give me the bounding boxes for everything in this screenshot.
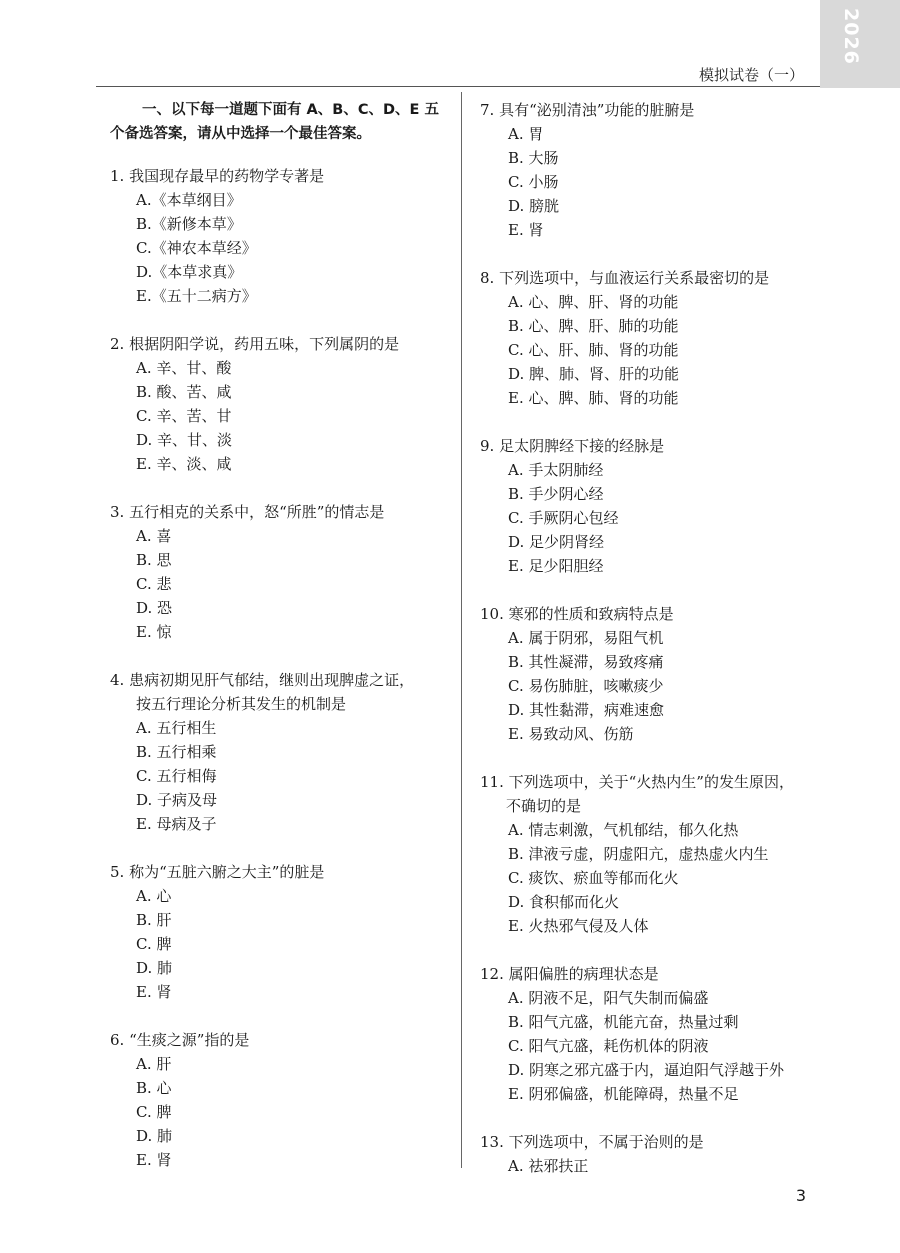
answer-option: B. 手少阴心经 xyxy=(508,485,604,503)
question-item xyxy=(110,860,450,1004)
page-header-title: 模拟试卷（一） xyxy=(698,66,804,84)
answer-option: B. 酸、苦、咸 xyxy=(136,383,232,401)
answer-option: C.《神农本草经》 xyxy=(136,239,257,257)
answer-option: C. 手厥阴心包经 xyxy=(508,509,619,527)
question-item xyxy=(110,332,450,476)
question-stem-line: 9. 足太阴脾经下接的经脉是 xyxy=(480,437,665,455)
header-rule xyxy=(96,86,820,87)
answer-option: D. 子病及母 xyxy=(136,791,218,809)
question-stem-line: 10. 寒邪的性质和致病特点是 xyxy=(480,605,674,623)
question-stem xyxy=(480,1130,810,1154)
answer-option: A. 心 xyxy=(136,887,172,905)
answer-option: A. 肝 xyxy=(136,1055,172,1073)
question-stem xyxy=(110,668,450,716)
answer-option: D. 脾、肺、肾、肝的功能 xyxy=(508,365,680,383)
answer-options xyxy=(110,356,450,476)
answer-option: A. 祛邪扶正 xyxy=(508,1157,589,1175)
question-stem-line: 7. 具有“泌别清浊”功能的脏腑是 xyxy=(480,101,695,119)
answer-option: E. 惊 xyxy=(136,623,172,641)
answer-option: E. 辛、淡、咸 xyxy=(136,455,232,473)
answer-option: C. 悲 xyxy=(136,575,172,593)
question-stem xyxy=(110,860,450,884)
question-stem-line: 5. 称为“五脏六腑之大主”的脏是 xyxy=(110,863,325,881)
year-tab-label: 2026 xyxy=(840,8,862,65)
answer-option: D. 阴寒之邪亢盛于内，逼迫阳气浮越于外 xyxy=(508,1061,785,1079)
question-stem xyxy=(480,98,810,122)
question-stem xyxy=(480,770,810,818)
answer-option: A. 心、脾、肝、肾的功能 xyxy=(508,293,679,311)
answer-option: C. 心、肝、肺、肾的功能 xyxy=(508,341,679,359)
answer-option: D. 足少阴肾经 xyxy=(508,533,605,551)
question-stem xyxy=(480,266,810,290)
question-stem-line: 1. 我国现存最早的药物学专著是 xyxy=(110,167,325,185)
question-stem-line: 12. 属阳偏胜的病理状态是 xyxy=(480,965,659,983)
answer-option: C. 脾 xyxy=(136,1103,172,1121)
question-stem-line: 不确切的是 xyxy=(506,797,582,815)
answer-option: B.《新修本草》 xyxy=(136,215,242,233)
answer-option: B. 阳气亢盛，机能亢奋，热量过剩 xyxy=(508,1013,739,1031)
section-instruction: 一、以下每一道题下面有 A、B、C、D、E 五个备选答案，请从中选择一个最佳答案。 xyxy=(110,102,439,142)
answer-option: D. 膀胱 xyxy=(508,197,560,215)
question-stem xyxy=(110,500,450,524)
answer-option: B. 大肠 xyxy=(508,149,559,167)
question-stem-line: 11. 下列选项中，关于“火热内生”的发生原因， xyxy=(480,773,794,791)
answer-options xyxy=(480,986,810,1106)
question-stem-line: 6. “生痰之源”指的是 xyxy=(110,1031,250,1049)
question-stem xyxy=(110,164,450,188)
answer-options xyxy=(480,290,810,410)
answer-options xyxy=(110,716,450,836)
question-stem-line: 4. 患病初期见肝气郁结，继则出现脾虚之证， xyxy=(110,671,415,689)
answer-option: C. 辛、苦、甘 xyxy=(136,407,232,425)
right-column xyxy=(480,98,810,1202)
column-divider xyxy=(461,92,462,1168)
answer-option: B. 心 xyxy=(136,1079,172,1097)
question-stem-line: 13. 下列选项中，不属于治则的是 xyxy=(480,1133,704,1151)
answer-option: D. 辛、甘、淡 xyxy=(136,431,233,449)
answer-options xyxy=(110,1052,450,1172)
answer-option: B. 思 xyxy=(136,551,172,569)
answer-option: D. 食积郁而化火 xyxy=(508,893,620,911)
answer-options xyxy=(110,524,450,644)
answer-option: A. 阴液不足，阳气失制而偏盛 xyxy=(508,989,709,1007)
answer-option: D. 肺 xyxy=(136,959,173,977)
question-item xyxy=(480,602,810,746)
answer-option: E. 心、脾、肺、肾的功能 xyxy=(508,389,679,407)
question-item xyxy=(110,668,450,836)
answer-option: A.《本草纲目》 xyxy=(136,191,242,209)
answer-option: D.《本草求真》 xyxy=(136,263,243,281)
answer-option: E. 母病及子 xyxy=(136,815,217,833)
answer-option: D. 肺 xyxy=(136,1127,173,1145)
answer-option: C. 脾 xyxy=(136,935,172,953)
answer-option: E. 易致动风、伤筋 xyxy=(508,725,634,743)
question-item xyxy=(480,962,810,1106)
question-item xyxy=(110,1028,450,1172)
answer-option: A. 属于阴邪，易阻气机 xyxy=(508,629,664,647)
answer-option: E. 肾 xyxy=(136,983,172,1001)
answer-option: B. 心、脾、肝、肺的功能 xyxy=(508,317,679,335)
answer-option: B. 其性凝滞，易致疼痛 xyxy=(508,653,664,671)
answer-option: A. 喜 xyxy=(136,527,172,545)
question-stem xyxy=(110,1028,450,1052)
answer-option: E. 阴邪偏盛，机能障碍，热量不足 xyxy=(508,1085,739,1103)
answer-option: C. 易伤肺脏，咳嗽痰少 xyxy=(508,677,664,695)
question-stem-line: 3. 五行相克的关系中，怒“所胜”的情志是 xyxy=(110,503,385,521)
question-stem-line: 8. 下列选项中，与血液运行关系最密切的是 xyxy=(480,269,770,287)
answer-option: E.《五十二病方》 xyxy=(136,287,257,305)
answer-option: E. 肾 xyxy=(136,1151,172,1169)
answer-option: C. 阳气亢盛，耗伤机体的阴液 xyxy=(508,1037,709,1055)
question-item xyxy=(480,98,810,242)
question-stem xyxy=(480,962,810,986)
answer-option: A. 胃 xyxy=(508,125,544,143)
question-item xyxy=(110,164,450,308)
answer-option: C. 痰饮、瘀血等郁而化火 xyxy=(508,869,679,887)
question-stem-line: 按五行理论分析其发生的机制是 xyxy=(136,695,347,713)
answer-option: E. 火热邪气侵及人体 xyxy=(508,917,649,935)
question-item xyxy=(480,1130,810,1178)
answer-option: B. 肝 xyxy=(136,911,172,929)
answer-options xyxy=(480,1154,810,1178)
answer-options xyxy=(480,458,810,578)
answer-option: A. 辛、甘、酸 xyxy=(136,359,232,377)
question-item xyxy=(480,434,810,578)
right-question-list xyxy=(480,98,810,1178)
left-column xyxy=(110,98,450,1196)
answer-options xyxy=(110,884,450,1004)
answer-option: D. 恐 xyxy=(136,599,173,617)
question-stem xyxy=(480,434,810,458)
question-item xyxy=(480,266,810,410)
left-question-list xyxy=(110,164,450,1172)
answer-option: A. 手太阴肺经 xyxy=(508,461,604,479)
answer-option: B. 津液亏虚，阴虚阳亢，虚热虚火内生 xyxy=(508,845,769,863)
answer-options xyxy=(110,188,450,308)
year-tab xyxy=(820,0,900,88)
answer-options xyxy=(480,122,810,242)
answer-options xyxy=(480,818,810,938)
answer-option: C. 五行相侮 xyxy=(136,767,217,785)
answer-option: B. 五行相乘 xyxy=(136,743,217,761)
answer-option: A. 五行相生 xyxy=(136,719,217,737)
answer-options xyxy=(480,626,810,746)
answer-option: A. 情志刺激，气机郁结，郁久化热 xyxy=(508,821,739,839)
page-number: 3 xyxy=(795,1186,806,1205)
question-stem xyxy=(480,602,810,626)
answer-option: E. 足少阳胆经 xyxy=(508,557,604,575)
question-stem xyxy=(110,332,450,356)
question-stem-line: 2. 根据阴阳学说，药用五味，下列属阴的是 xyxy=(110,335,400,353)
answer-option: D. 其性黏滞，病难速愈 xyxy=(508,701,665,719)
answer-option: C. 小肠 xyxy=(508,173,559,191)
question-item xyxy=(480,770,810,938)
question-item xyxy=(110,500,450,644)
answer-option: E. 肾 xyxy=(508,221,544,239)
